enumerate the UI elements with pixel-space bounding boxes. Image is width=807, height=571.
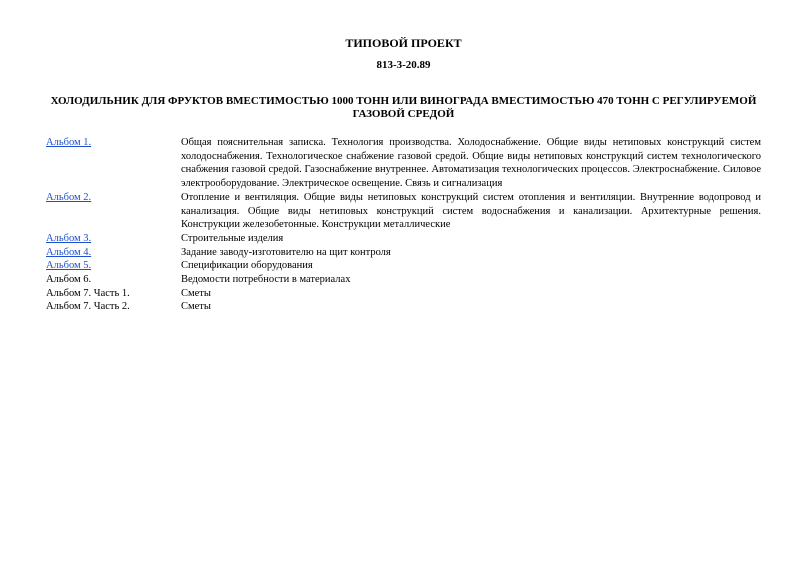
album-3-link[interactable]: Альбом 3. (46, 232, 92, 244)
document-title: ХОЛОДИЛЬНИК ДЛЯ ФРУКТОВ ВМЕСТИМОСТЬЮ 1000 ТОНН ИЛИ ВИНОГРАДА ВМЕСТИМОСТЬЮ 470 ТОНН С РЕГУЛИРУЕМОЙ ГАЗОВОЙ СРЕДОЙ (50, 95, 757, 120)
album-row (46, 246, 761, 260)
album-row (46, 259, 761, 273)
album-1-link[interactable]: Альбом 1. (46, 137, 92, 148)
album-2-description: Отопление и вентиляция. Общие виды нетиповых конструкций систем отопления и вентиляции. Внутренние водопровод и канализация. Общие виды нетиповых конструкций систем водоснабжения и канализации. Архитектурные решения. Конструкции железобетонные. Конструкции металлические (181, 191, 761, 231)
album-row (46, 287, 761, 301)
album-5-description: Спецификации оборудования (181, 260, 313, 272)
album-row (46, 232, 761, 246)
album-7-part-2-label: Альбом 7. Часть 2. (46, 301, 130, 313)
album-7-part-2-description: Сметы (181, 301, 211, 313)
album-7-part-1-description: Сметы (181, 287, 211, 299)
album-7-part-1-label: Альбом 7. Часть 1. (46, 287, 130, 299)
document-type-heading: ТИПОВОЙ ПРОЕКТ (345, 36, 462, 50)
album-row (46, 300, 761, 314)
album-5-link[interactable]: Альбом 5. (46, 260, 92, 272)
album-row (46, 273, 761, 287)
album-1-description: Общая пояснительная записка. Технология производства. Холодоснабжение. Общие виды нетиповых конструкций систем холодоснабжения. Технологическое снабжение газовой средой. Общие виды нетиповых конструкций систем технологического снабжения газовой средой. Газоснабжение внутреннее. Автоматизация технологических процессов. Электроснабжение. Силовое электрооборудование. Электрическое освещение. Связь и сигнализация (181, 137, 761, 190)
document-code: 813-3-20.89 (376, 59, 431, 71)
album-6-description: Ведомости потребности в материалах (181, 274, 351, 286)
album-3-description: Строительные изделия (181, 232, 284, 244)
album-6-label: Альбом 6. (46, 274, 92, 286)
album-row (46, 191, 761, 232)
album-list (46, 136, 761, 314)
album-2-link[interactable]: Альбом 2. (46, 191, 92, 203)
album-row (46, 136, 761, 191)
album-4-link[interactable]: Альбом 4. (46, 246, 92, 258)
album-4-description: Задание заводу-изготовителю на щит контроля (181, 246, 391, 258)
